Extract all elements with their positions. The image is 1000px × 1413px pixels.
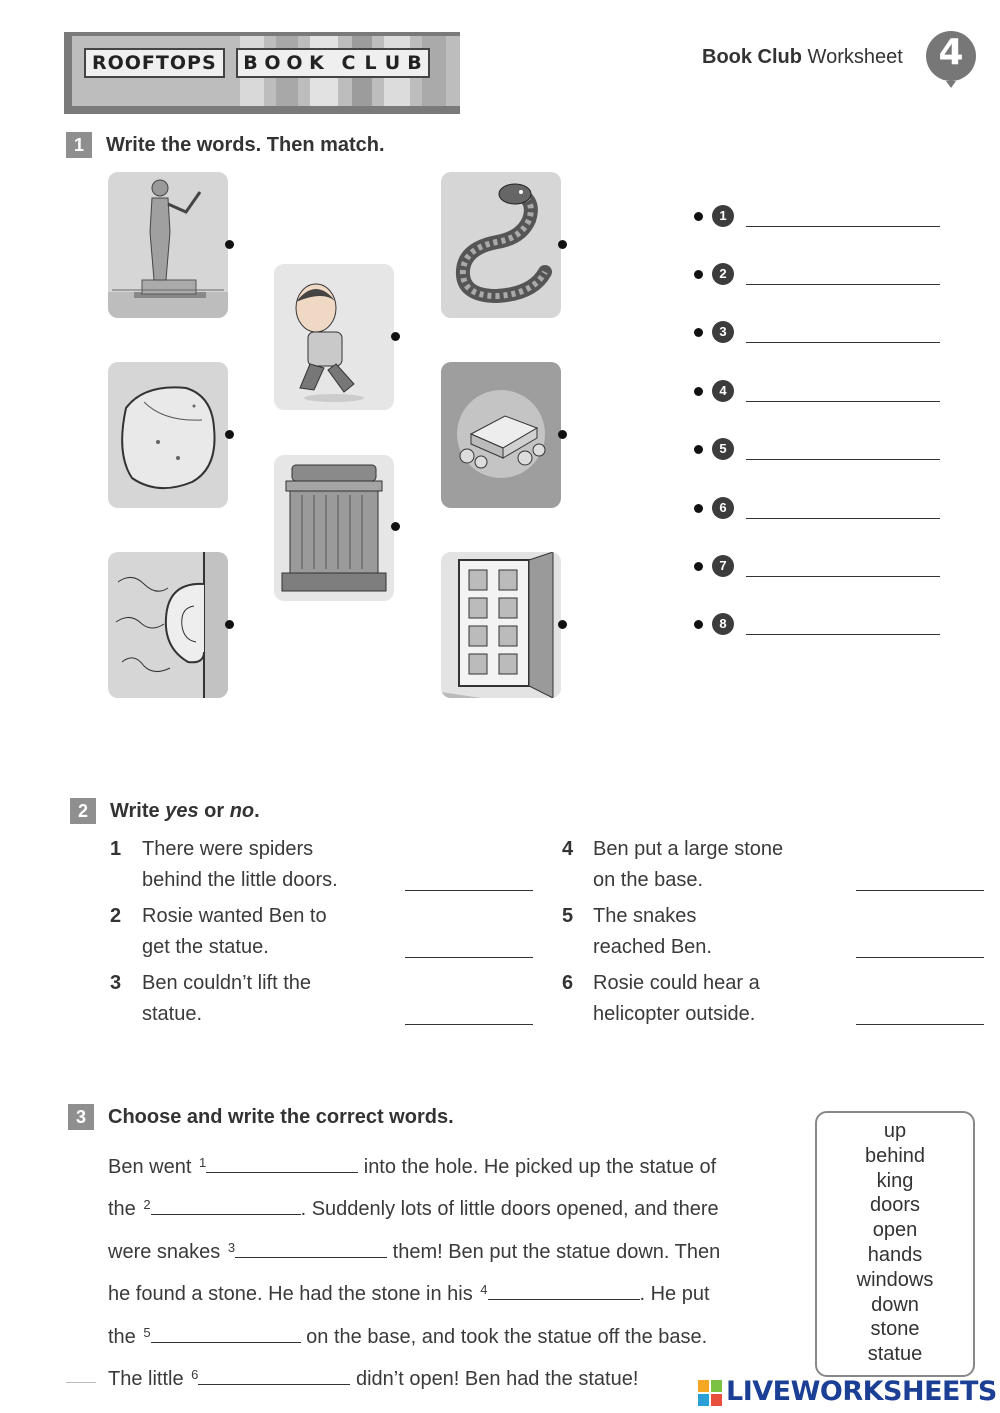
question-line: helicopter outside. [593,1003,756,1025]
worksheet-title-rest: Worksheet [802,46,903,68]
word-option: up [883,1120,907,1142]
door-icon [441,552,561,698]
paragraph-line [108,1186,808,1228]
gold-bar-icon [441,362,561,508]
match-dot[interactable] [694,562,703,571]
answer-input-line[interactable] [746,226,940,227]
logo-letter: K [309,52,325,74]
gap-blank[interactable] [151,1196,301,1215]
section-3-number: 3 [68,1104,94,1130]
question-line: Rosie wanted Ben to [142,905,327,927]
answer-blank[interactable] [856,1024,984,1025]
snake-picture [441,172,561,318]
question-number: 1 [110,838,122,860]
question-line: behind the little doors. [142,869,338,891]
logo-book-club [236,48,430,78]
question-line: Rosie could hear a [593,972,760,994]
answer-input-line[interactable] [746,284,940,285]
answer-number: 1 [712,205,734,227]
gap-number: 5 [143,1324,151,1340]
answer-line[interactable] [694,437,944,461]
liveworksheets-logo [698,1376,998,1410]
base-picture [274,455,394,601]
answer-blank[interactable] [405,1024,533,1025]
title-part-no: no [229,800,255,822]
question-text [593,901,712,963]
question-line: The snakes [593,905,697,927]
match-dot[interactable] [225,240,234,249]
liveworksheets-icon [698,1380,724,1408]
book-club-banner [64,32,460,114]
section-2-number: 2 [70,798,96,824]
text-run: the [108,1198,142,1221]
unit-badge [924,30,978,90]
gap-number: 3 [227,1239,236,1255]
match-dot[interactable] [694,504,703,513]
question-line: Ben put a large stone [593,838,784,860]
question-number: 6 [562,972,574,994]
answer-blank[interactable] [856,890,984,891]
match-dot[interactable] [694,387,703,396]
word-option: open [872,1219,918,1242]
gap-blank[interactable] [206,1154,358,1173]
answer-input-line[interactable] [746,342,940,343]
ear-picture [108,552,228,698]
text-run: were snakes [108,1240,226,1263]
paragraph-line [108,1271,808,1313]
text-run: into the hole. He picked up the statue of [358,1156,717,1178]
logo-letter: L [364,52,378,74]
section-1-title: Write the words. Then match. [106,134,385,156]
match-dot[interactable] [694,620,703,629]
answer-line[interactable] [694,320,944,344]
match-dot[interactable] [225,620,234,629]
paragraph-line [108,1144,808,1186]
statue-picture [108,172,228,318]
logo-letter: O [286,52,304,74]
gap-number: 4 [480,1282,488,1298]
title-part: Write [110,800,166,822]
statue-icon [108,172,228,318]
match-dot[interactable] [694,445,703,454]
paragraph-line [108,1229,808,1271]
question-line: There were spiders [142,838,314,860]
paragraph-line [108,1314,808,1356]
word-option: windows [856,1268,934,1291]
title-part: or [198,800,230,822]
question-number: 5 [562,905,574,927]
answer-number: 5 [712,438,734,460]
answer-line[interactable] [694,496,944,520]
question-number: 3 [110,972,122,994]
question-line: statue. [142,1003,203,1025]
section-2-title [110,800,260,823]
gap-number: 2 [143,1197,151,1213]
ear-icon [108,552,228,698]
answer-line[interactable] [694,204,944,228]
question-line: reached Ben. [593,936,712,958]
word-box [815,1111,975,1377]
answer-number: 6 [712,497,734,519]
question-text [593,834,783,896]
answer-input-line[interactable] [746,459,940,460]
match-dot[interactable] [391,332,400,341]
gold-picture [441,362,561,508]
gap-blank[interactable] [151,1324,301,1343]
section-1-number: 1 [66,132,92,158]
gap-number: 6 [191,1367,199,1383]
question-line: Ben couldn’t lift the [142,972,311,994]
answer-number: 2 [712,263,734,285]
answer-line[interactable] [694,554,944,578]
word-option: king [876,1169,914,1192]
match-dot[interactable] [558,240,567,249]
match-dot[interactable] [694,212,703,221]
logo-letter: B [243,52,259,74]
text-run: . He put [639,1283,710,1306]
liveworksheets-brand: LIVEWORKSHEETS [726,1376,997,1407]
gap-blank[interactable] [488,1281,640,1300]
answer-number: 3 [712,321,734,343]
boy-picture [274,264,394,410]
door-picture [441,552,561,698]
text-run: them! Ben put the statue down. Then [387,1240,721,1263]
match-dot[interactable] [694,328,703,337]
logo-letter: B [407,52,423,74]
gap-number: 1 [198,1155,207,1170]
answer-number: 8 [712,613,734,635]
match-dot[interactable] [558,430,567,439]
logo-letter: O [264,52,282,74]
boy-icon [274,264,394,410]
logo-letter: U [384,52,402,74]
text-run: on the base, and took the statue off the base. [300,1325,708,1348]
gap-blank[interactable] [198,1366,350,1385]
worksheet-title-bold: Book Club [702,46,802,68]
answer-number: 4 [712,380,734,402]
pedestal-icon [274,455,394,601]
word-option: doors [869,1194,921,1217]
answer-input-line[interactable] [746,634,940,635]
question-line: on the base. [593,869,704,891]
question-number: 2 [110,905,122,927]
match-dot[interactable] [391,522,400,531]
word-option: behind [864,1144,926,1167]
footer-divider [66,1382,96,1383]
title-part: . [254,800,260,822]
answer-input-line[interactable] [746,518,940,519]
text-run: . Suddenly lots of little doors opened, and there [300,1198,719,1221]
logo-letter: C [341,52,357,74]
answer-input-line[interactable] [746,401,940,402]
question-text [142,834,338,896]
stone-picture [108,362,228,508]
text-run: the [108,1325,142,1348]
text-run: he found a stone. He had the stone in his [108,1283,479,1306]
unit-number: 4 [938,32,964,73]
word-option: hands [867,1243,923,1266]
answer-blank[interactable] [405,890,533,891]
question-number: 4 [562,838,574,860]
question-line: get the statue. [142,936,269,958]
answer-line[interactable] [694,612,944,636]
cloze-paragraph [108,1144,808,1398]
text-run: Ben went [108,1156,197,1178]
answer-input-line[interactable] [746,576,940,577]
answer-blank[interactable] [405,957,533,958]
answer-line[interactable] [694,262,944,286]
word-option: statue [867,1343,923,1366]
answer-line[interactable] [694,379,944,403]
gap-blank[interactable] [235,1239,387,1258]
word-option: stone [870,1318,920,1341]
stone-icon [108,362,228,508]
logo-rooftops: ROOFTOPS [84,48,225,78]
worksheet-title [702,46,903,69]
question-text [593,968,760,1030]
match-dot[interactable] [694,270,703,279]
match-dot[interactable] [225,430,234,439]
question-text [142,968,311,1030]
snake-icon [441,172,561,318]
text-run: The little [108,1368,190,1391]
word-option: down [871,1293,919,1316]
question-text [142,901,327,963]
answer-number: 7 [712,555,734,577]
title-part-yes: yes [165,800,199,822]
text-run: didn’t open! Ben had the statue! [350,1368,639,1391]
answer-blank[interactable] [856,957,984,958]
section-3-title: Choose and write the correct words. [108,1106,454,1128]
match-dot[interactable] [558,620,567,629]
